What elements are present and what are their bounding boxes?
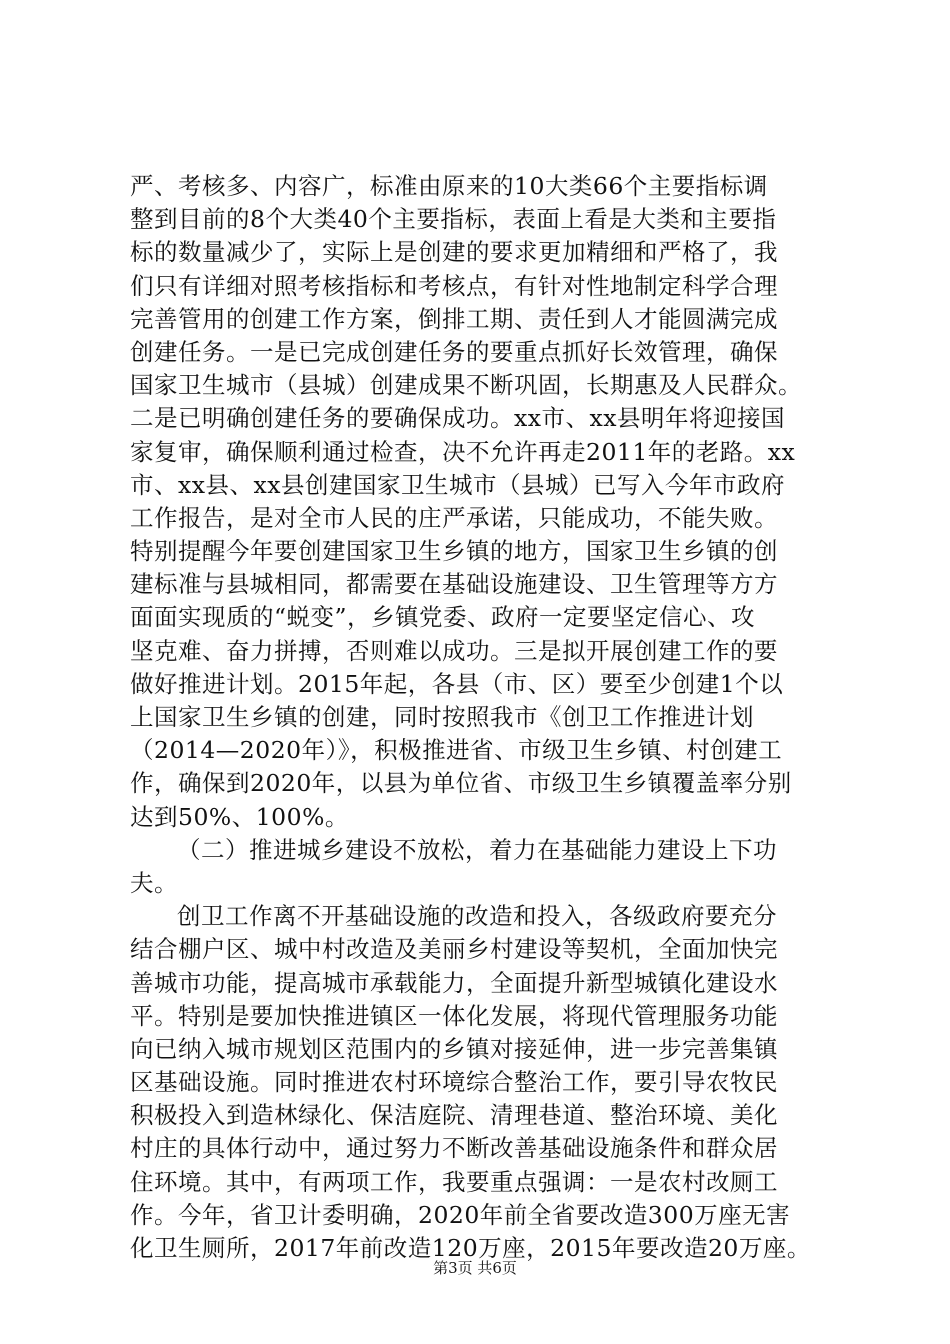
text-line: 做好推进计划。2015年起，各县（市、区）要至少创建1个以 xyxy=(130,669,784,698)
text-line: 作，确保到2020年，以县为单位省、市级卫生乡镇覆盖率分别 xyxy=(130,769,792,798)
text-line: 工作报告，是对全市人民的庄严承诺，只能成功，不能失败。 xyxy=(130,503,778,532)
text-line: 整到目前的8个大类40个主要指标，表面上看是大类和主要指 xyxy=(130,205,777,234)
text-line: 建标准与县城相同，都需要在基础设施建设、卫生管理等方方 xyxy=(130,570,778,599)
text-line: 向已纳入城市规划区范围内的乡镇对接延伸，进一步完善集镇 xyxy=(130,1034,778,1063)
text-line: 特别提醒今年要创建国家卫生乡镇的地方，国家卫生乡镇的创 xyxy=(130,537,778,566)
text-line: 标的数量减少了，实际上是创建的要求更加精细和严格了，我 xyxy=(130,238,778,267)
text-line: 结合棚户区、城中村改造及美丽乡村建设等契机，全面加快完 xyxy=(130,935,778,964)
text-line: 化卫生厕所，2017年前改造120万座，2015年要改造20万座。 xyxy=(130,1234,811,1262)
body-text xyxy=(130,170,835,1265)
text-line: 国家卫生城市（县城）创建成果不断巩固，长期惠及人民群众。 xyxy=(130,371,802,400)
text-line: 平。特别是要加快推进镇区一体化发展，将现代管理服务功能 xyxy=(130,1001,778,1030)
text-line: 善城市功能，提高城市承载能力，全面提升新型城镇化建设水 xyxy=(130,968,778,997)
text-line: 创卫工作离不开基础设施的改造和投入，各级政府要充分 xyxy=(177,902,777,931)
text-line: 达到50%、100%。 xyxy=(130,802,349,831)
text-line: 二是已明确创建任务的要确保成功。xx市、xx县明年将迎接国 xyxy=(130,404,786,433)
text-line: 们只有详细对照考核指标和考核点，有针对性地制定科学合理 xyxy=(130,271,778,300)
text-line: 坚克难、奋力拼搏，否则难以成功。三是拟开展创建工作的要 xyxy=(130,636,778,665)
text-line: 市、xx县、xx县创建国家卫生城市（县城）已写入今年市政府 xyxy=(130,470,786,499)
text-line: 区基础设施。同时推进农村环境综合整治工作，要引导农牧民 xyxy=(130,1068,778,1097)
text-line: 村庄的具体行动中，通过努力不断改善基础设施条件和群众居 xyxy=(130,1134,778,1163)
text-line: 创建任务。一是已完成创建任务的要重点抓好长效管理，确保 xyxy=(130,337,778,366)
text-line: 作。今年，省卫计委明确，2020年前全省要改造300万座无害 xyxy=(130,1200,791,1229)
section-heading: （二）推进城乡建设不放松，着力在基础能力建设上下功 xyxy=(177,835,777,864)
text-line: 住环境。其中，有两项工作，我要重点强调：一是农村改厕工 xyxy=(130,1167,778,1196)
text-line: 家复审，确保顺利通过检查，决不允许再走2011年的老路。xx xyxy=(130,437,796,466)
text-line: 上国家卫生乡镇的创建，同时按照我市《创卫工作推进计划 xyxy=(130,703,754,731)
text-line: （2014—2020年）》，积极推进省、市级卫生乡镇、村创建工 xyxy=(130,736,783,765)
text-line: 面面实现质的“蜕变”，乡镇党委、政府一定要坚定信心、攻 xyxy=(130,603,756,632)
text-line: 积极投入到造林绿化、保洁庭院、清理巷道、整治环境、美化 xyxy=(130,1101,778,1130)
page-number: 第3页 共6页 xyxy=(433,1259,517,1277)
text-line: 严、考核多、内容广，标准由原来的10大类66个主要指标调 xyxy=(130,172,768,200)
section-heading-continuation: 夫。 xyxy=(130,868,178,897)
text-line: 完善管用的创建工作方案，倒排工期、责任到人才能圆满完成 xyxy=(130,304,778,333)
